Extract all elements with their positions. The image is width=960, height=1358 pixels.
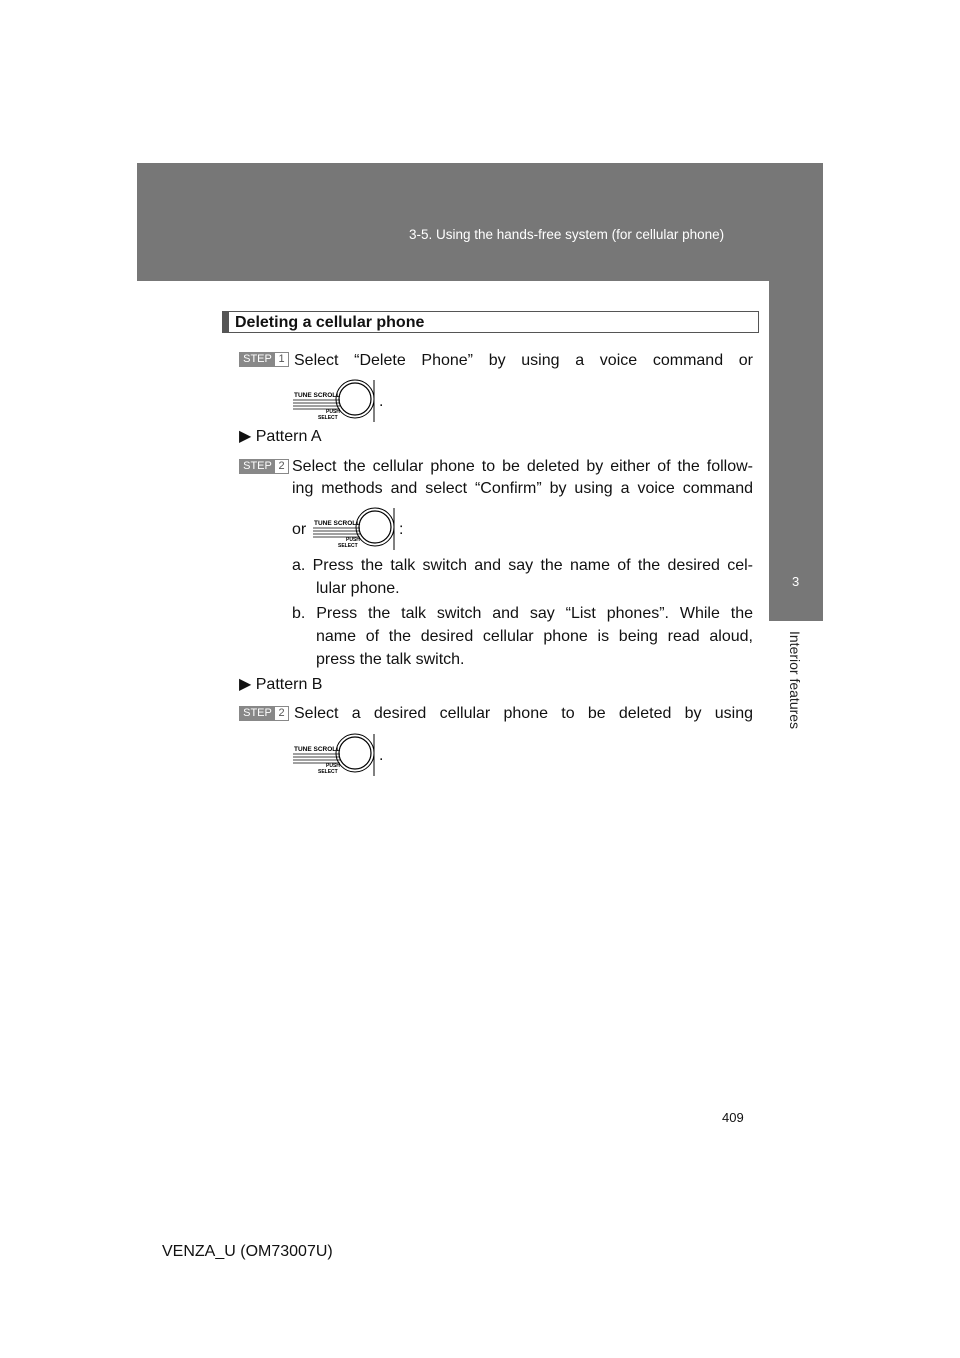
- dial-select-label: SELECT: [318, 769, 338, 775]
- dial-push-label: PUSH: [346, 537, 360, 543]
- footer-code: VENZA_U (OM73007U): [162, 1243, 333, 1260]
- step-label: STEP: [240, 460, 275, 473]
- tune-scroll-dial-icon: [292, 378, 378, 422]
- step2b-text: Select a desired cellular phone to be deleted by using: [294, 705, 753, 722]
- step-badge-2a: [239, 459, 289, 474]
- step2a-line1: Select the cellular phone to be deleted by either of the follow-: [292, 458, 753, 475]
- item-b-line2: name of the desired cellular phone is being read aloud,: [316, 628, 753, 645]
- item-a-line2: lular phone.: [316, 580, 400, 597]
- tune-scroll-dial-icon: [312, 506, 398, 550]
- step-badge-2b: [239, 706, 289, 721]
- tune-scroll-dial-icon: [292, 732, 378, 776]
- step1-end: .: [379, 393, 384, 410]
- section-title-bar: [223, 312, 229, 332]
- pattern-a-label: ▶ Pattern A: [239, 428, 322, 445]
- pattern-b-label: ▶ Pattern B: [239, 676, 323, 693]
- item-b-line3: press the talk switch.: [316, 651, 465, 668]
- step-label: STEP: [240, 353, 275, 366]
- step-number: 2: [278, 460, 285, 472]
- step-number: 1: [278, 353, 285, 365]
- step-label: STEP: [240, 707, 275, 720]
- chapter-tab: [769, 281, 823, 621]
- header-title: 3-5. Using the hands-free system (for cellular phone): [409, 227, 725, 242]
- step2a-or: or: [292, 521, 307, 538]
- dial-select-label: SELECT: [338, 543, 358, 549]
- section-title: Deleting a cellular phone: [235, 314, 425, 331]
- step2a-line2: ing methods and select “Confirm” by using a voice command: [292, 480, 753, 497]
- step2b-end: .: [379, 747, 384, 764]
- dial-select-label: SELECT: [318, 415, 338, 421]
- step2a-colon: :: [399, 521, 404, 538]
- dial-top-label: TUNE SCROLL: [294, 392, 341, 399]
- chapter-number: 3: [792, 574, 800, 589]
- dial-top-label: TUNE SCROLL: [294, 746, 341, 753]
- header-band: [137, 163, 823, 281]
- item-b-line1: b. Press the talk switch and say “List phones”. While the: [292, 605, 753, 622]
- item-a-line1: a. Press the talk switch and say the name of the desired cel-: [292, 557, 753, 574]
- page-number: 409: [722, 1110, 744, 1125]
- step-number: 2: [278, 707, 285, 719]
- dial-top-label: TUNE SCROLL: [314, 520, 361, 527]
- step-badge-1: [239, 352, 289, 367]
- step1-text: Select “Delete Phone” by using a voice command or: [294, 352, 753, 369]
- section-title-box: [222, 311, 759, 333]
- chapter-label: Interior features: [787, 631, 803, 730]
- dial-push-label: PUSH: [326, 409, 340, 415]
- dial-push-label: PUSH: [326, 763, 340, 769]
